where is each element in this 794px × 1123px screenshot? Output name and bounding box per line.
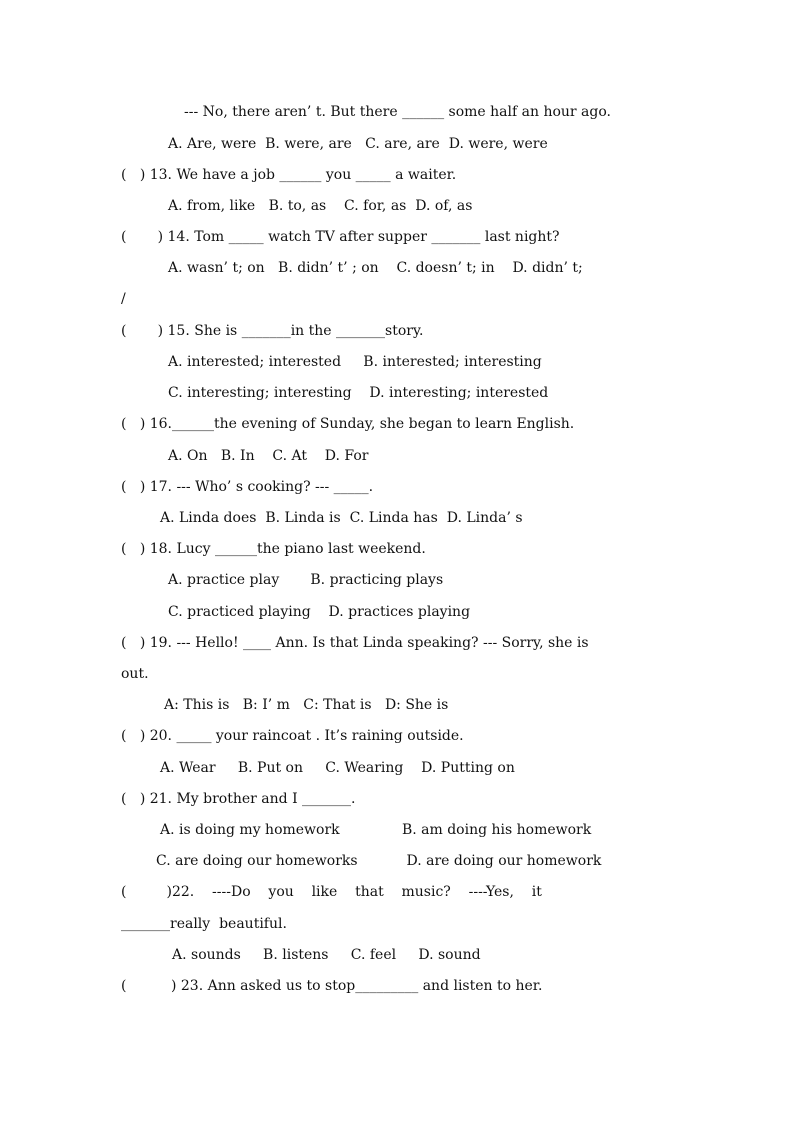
text-line: C. are doing our homeworks D. are doing our homework [156,853,602,869]
text-line: out. [121,666,149,682]
text-line: A. Linda does B. Linda is C. Linda has D. Linda’ s [160,510,523,526]
text-line: C. interesting; interesting D. interesting; interested [168,385,549,401]
text-line: A. is doing my homework B. am doing his homework [160,822,592,838]
question-line: ( ) 18. Lucy ______the piano last weekend. [121,541,426,557]
question-line: ( ) 21. My brother and I _______. [121,791,356,807]
question-line: ( ) 15. She is _______in the _______story. [121,323,424,339]
text-line: A. Wear B. Put on C. Wearing D. Putting on [160,760,515,776]
question-line: ( ) 14. Tom _____ watch TV after supper _______ last night? [121,229,560,245]
text-line: / [121,291,126,307]
question-line: ( ) 20. _____ your raincoat . It’s raining outside. [121,728,464,744]
question-line: ( ) 16.______the evening of Sunday, she began to learn English. [121,416,575,432]
question-line: ( ) 17. --- Who’ s cooking? --- _____. [121,479,374,495]
text-line: --- No, there aren’ t. But there ______ some half an hour ago. [184,104,611,120]
text-line: _______really beautiful. [121,916,287,932]
question-line: ( ) 13. We have a job ______ you _____ a waiter. [121,167,457,183]
text-line: A: This is B: I’ m C: That is D: She is [164,697,449,713]
text-line: C. practiced playing D. practices playing [168,604,471,620]
text-line: A. wasn’ t; on B. didn’ t’ ; on C. doesn’ t; in D. didn’ t; [168,260,583,276]
text-line: A. interested; interested B. interested; interesting [168,354,542,370]
text-line: A. On B. In C. At D. For [168,448,369,464]
question-line: ( )22. ----Do you like that music? ----Yes, it [121,884,542,900]
question-line: ( ) 19. --- Hello! ____ Ann. Is that Linda speaking? --- Sorry, she is [121,635,589,651]
question-line: ( ) 23. Ann asked us to stop_________ and listen to her. [121,978,543,994]
text-line: A. practice play B. practicing plays [168,572,444,588]
text-line: A. from, like B. to, as C. for, as D. of, as [168,198,473,214]
text-line: A. sounds B. listens C. feel D. sound [172,947,481,963]
text-line: A. Are, were B. were, are C. are, are D. were, were [168,136,548,152]
